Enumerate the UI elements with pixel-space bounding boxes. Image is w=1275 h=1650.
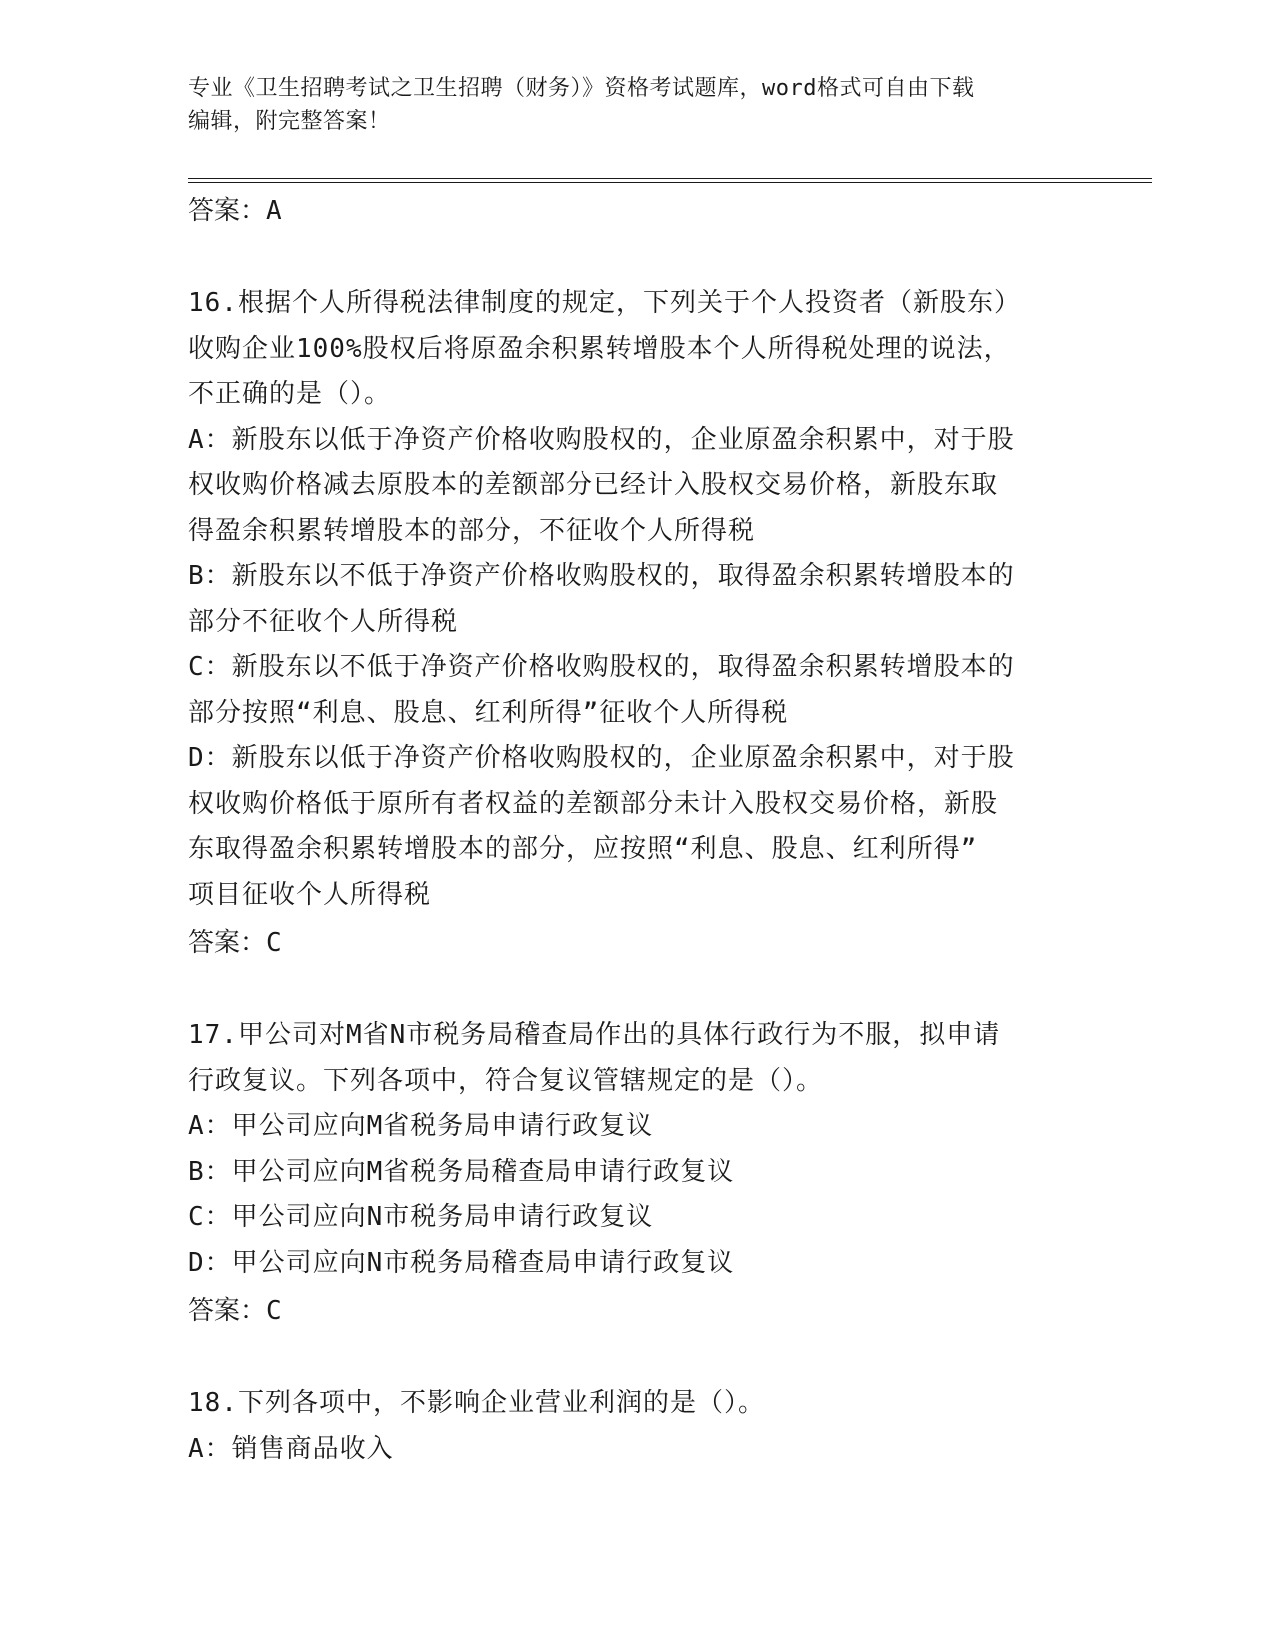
question-17 [188, 1013, 1088, 1336]
question-16-answer: 答案：C [188, 928, 282, 958]
answer-prev: 答案：A [188, 196, 282, 226]
question-17-answer: 答案：C [188, 1296, 282, 1326]
question-17-line-1: 17.甲公司对M省N市税务局稽查局作出的具体行政行为不服，拟申请 [188, 1020, 1001, 1050]
question-16-option-c-line-1: C：新股东以不低于净资产价格收购股权的，取得盈余积累转增股本的 [188, 652, 1015, 682]
question-16-option-b-line-1: B：新股东以不低于净资产价格收购股权的，取得盈余积累转增股本的 [188, 561, 1015, 591]
question-17-option-a: A：甲公司应向M省税务局申请行政复议 [188, 1111, 654, 1141]
question-list [188, 186, 1088, 1472]
question-17-option-b: B：甲公司应向M省税务局稽查局申请行政复议 [188, 1156, 735, 1187]
question-17-line-2: 行政复议。下列各项中，符合复议管辖规定的是（）。 [188, 1065, 824, 1096]
header-line-1: 专业《卫生招聘考试之卫生招聘（财务）》资格考试题库，word格式可自由下载 [188, 76, 975, 101]
spacer [188, 1336, 1088, 1381]
question-18-line-1: 18.下列各项中，不影响企业营业利润的是（）。 [188, 1388, 765, 1418]
question-16-line-1: 16.根据个人所得税法律制度的规定，下列关于个人投资者（新股东） [188, 288, 1021, 318]
spacer [188, 968, 1088, 1013]
question-18-option-a: A：销售商品收入 [188, 1433, 394, 1464]
question-17-option-c: C：甲公司应向N市税务局申请行政复议 [188, 1202, 654, 1232]
question-16-line-3: 不正确的是（）。 [188, 379, 392, 409]
document-header [188, 72, 1088, 138]
question-16-option-c-line-2: 部分按照“利息、股息、红利所得”征收个人所得税 [188, 697, 789, 728]
question-16-option-a-line-2: 权收购价格减去原股本的差额部分已经计入股权交易价格，新股东取 [188, 470, 999, 500]
header-line-2: 编辑，附完整答案！ [188, 109, 391, 134]
question-16-option-b-line-2: 部分不征收个人所得税 [188, 606, 459, 637]
question-16-option-d-line-3: 东取得盈余积累转增股本的部分，应按照“利息、股息、红利所得” [188, 834, 978, 864]
question-16-option-d-line-2: 权收购价格低于原所有者权益的差额部分未计入股权交易价格，新股 [188, 788, 999, 819]
question-16-line-2: 收购企业100%股权后将原盈余积累转增股本个人所得税处理的说法， [188, 333, 1011, 364]
spacer [188, 236, 1088, 281]
question-16-option-a-line-3: 得盈余积累转增股本的部分，不征收个人所得税 [188, 515, 756, 546]
question-16-option-d-line-4: 项目征收个人所得税 [188, 879, 432, 910]
question-17-option-d: D：甲公司应向N市税务局稽查局申请行政复议 [188, 1247, 735, 1278]
question-18 [188, 1381, 1088, 1472]
question-16-option-a-line-1: A：新股东以低于净资产价格收购股权的，企业原盈余积累中，对于股 [188, 424, 1015, 455]
question-16 [188, 281, 1088, 968]
question-16-option-d-line-1: D：新股东以低于净资产价格收购股权的，企业原盈余积累中，对于股 [188, 743, 1015, 773]
header-rule-top [188, 178, 1152, 179]
header-rule-bottom [188, 182, 1152, 183]
